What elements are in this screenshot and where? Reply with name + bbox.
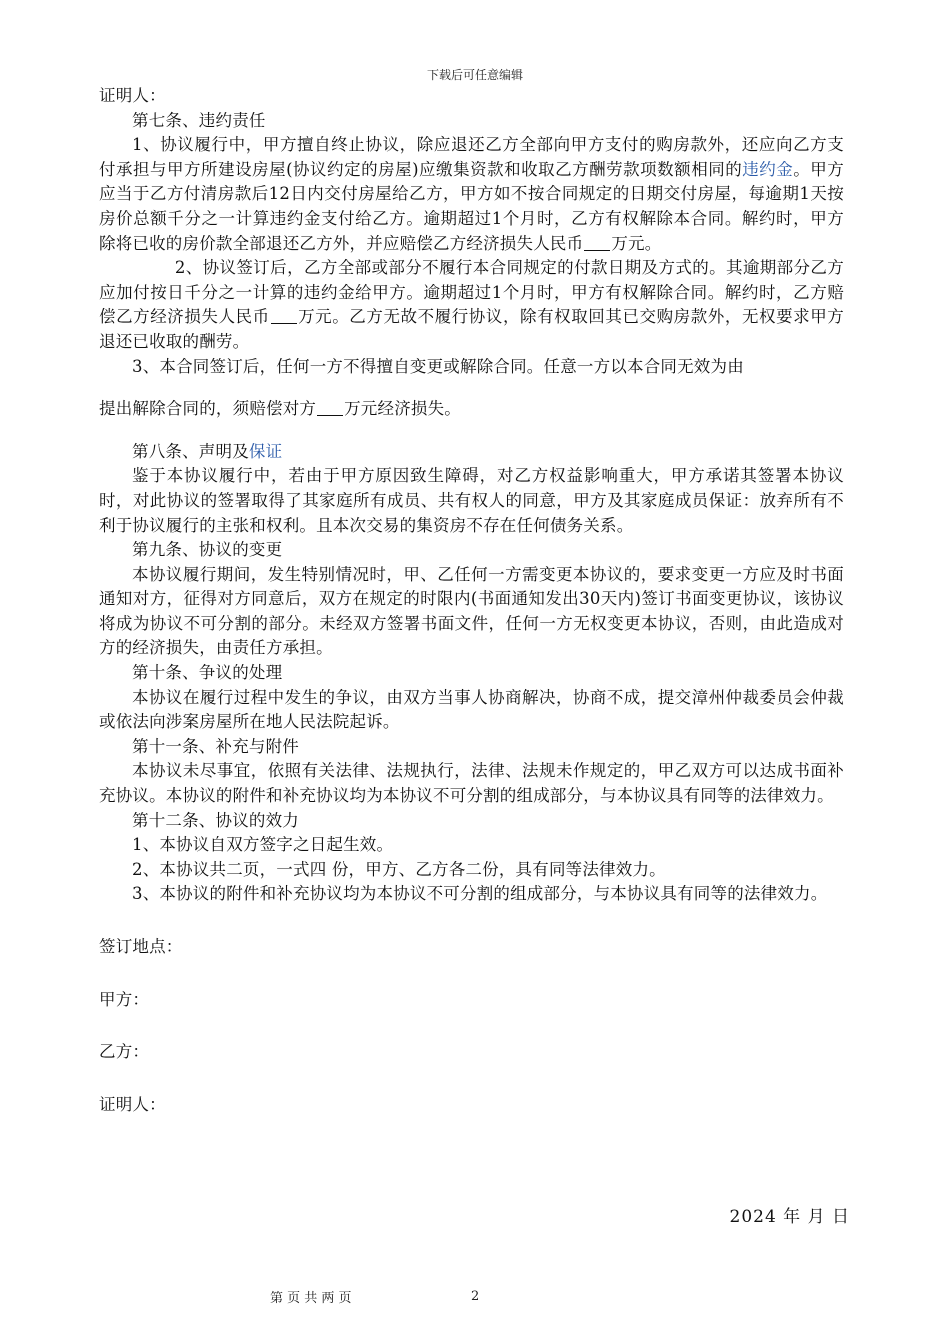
article-12-clause-1: 1、本协议自双方签字之日起生效。: [132, 835, 394, 855]
clause-text: 2、协议签订后，乙方全部或部分不履行本合同规定的付款日期及方式的。其逾期部分乙方应加付按日千分之一计算的违约金给甲方。逾期超过1个月时，甲方有权解除合同。解约时，乙方赔偿乙方经济损失人民币: [99, 258, 844, 327]
article-9-body: 本协议履行期间，发生特别情况时，甲、乙任何一方需变更本协议的，要求变更一方应及时书面通知对方，征得对方同意后，双方在规定的时限内(书面通知发出30天内)签订书面变更协议，该协议将成为协议不可分割的部分。未经双方签署书面文件，任何一方无权变更本协议，否则，由此造成对方的经济损失，由责任方承担。: [99, 564, 844, 658]
article-10-body: 本协议在履行过程中发生的争议，由双方当事人协商解决，协商不成，提交漳州仲裁委员会仲裁或依法向涉案房屋所在地人民法院起诉。: [99, 687, 844, 732]
clause-text: 万元。乙方无故不履行协议，除有权取回其已交购房款外，无权要求甲方退还已收取的酬劳。: [99, 307, 844, 351]
clause-text: 。甲方应当于乙方付清房款后12日内交付房屋给乙方，甲方如不按合同规定的日期交付房屋，每逾期1天按房价总额千分之一计算违约金支付给乙方。逾期超过1个月时，乙方有权解除本合同。解约时，甲方除将已收的房价款全部退还乙方外，并应赔偿乙方经济损失人民币: [99, 159, 844, 253]
sign-date: 2024 年 月 日: [729, 1207, 850, 1227]
article-8-body: 鉴于本协议履行中，若由于甲方原因致生障碍，对乙方权益影响重大，甲方承诺其签署本协议时，对此协议的签署取得了其家庭所有成员、共有权人的同意，甲方及其家庭成员保证：放弃所有不利于协议履行的主张和权利。且本次交易的集资房不存在任何债务关系。: [99, 466, 844, 535]
penalty-link[interactable]: 违约金: [742, 159, 794, 179]
title-text: 第八条、声明及: [132, 441, 249, 461]
article-12-clause-2: 2、本协议共二页，一式四 份，甲方、乙方各二份，具有同等法律效力。: [132, 859, 666, 879]
witness-line-top: 证明人：: [99, 86, 166, 105]
article-7-clause-2: [99, 256, 844, 354]
article-10-title: 第十条、争议的处理: [132, 663, 283, 683]
page-number: 2: [471, 1289, 480, 1304]
page-footer: 第 页 共 两 页: [270, 1291, 352, 1306]
article-7-title: 第七条、违约责任: [132, 110, 266, 130]
article-9-title: 第九条、协议的变更: [132, 540, 283, 560]
article-8-title: [99, 440, 844, 465]
clause-text: 万元经济损失。: [344, 399, 462, 419]
party-b: 乙方：: [99, 1042, 150, 1062]
clause-text: 1、协议履行中，甲方擅自终止协议，除应退还乙方全部向甲方支付的购房款外，还应向乙方支付承担与甲方所建设房屋(协议约定的房屋)应缴集资款和收取乙方酬劳款项数额相同的: [99, 135, 844, 179]
article-12-clause-3: 3、本协议的附件和补充协议均为本协议不可分割的组成部分，与本协议具有同等的法律效力。: [132, 884, 828, 904]
blank-amount: [584, 234, 610, 251]
party-a: 甲方：: [99, 989, 150, 1009]
clause-text: 万元。: [611, 233, 662, 253]
blank-amount: [271, 307, 297, 324]
document-body: [99, 84, 844, 1117]
article-11-title: 第十一条、补充与附件: [132, 736, 299, 756]
article-12-title: 第十二条、协议的效力: [132, 810, 299, 830]
guarantee-link[interactable]: 保证: [248, 441, 283, 461]
article-11-body: 本协议未尽事宜，依照有关法律、法规执行，法律、法规未作规定的，甲乙双方可以达成书面补充协议。本协议的附件和补充协议均为本协议不可分割的组成部分，与本协议具有同等的法律效力。: [99, 761, 844, 806]
article-7-clause-3-cont: [99, 397, 844, 422]
page-header: 下载后可任意编辑: [426, 68, 523, 82]
article-7-clause-3: 3、本合同签订后，任何一方不得擅自变更或解除合同。任意一方以本合同无效为由: [132, 356, 744, 376]
blank-amount: [317, 399, 343, 416]
witness-line: 证明人：: [99, 1094, 166, 1114]
clause-text: 提出解除合同的，须赔偿对方: [99, 399, 317, 419]
signing-place: 签订地点：: [99, 937, 183, 956]
article-7-clause-1: [99, 133, 844, 256]
